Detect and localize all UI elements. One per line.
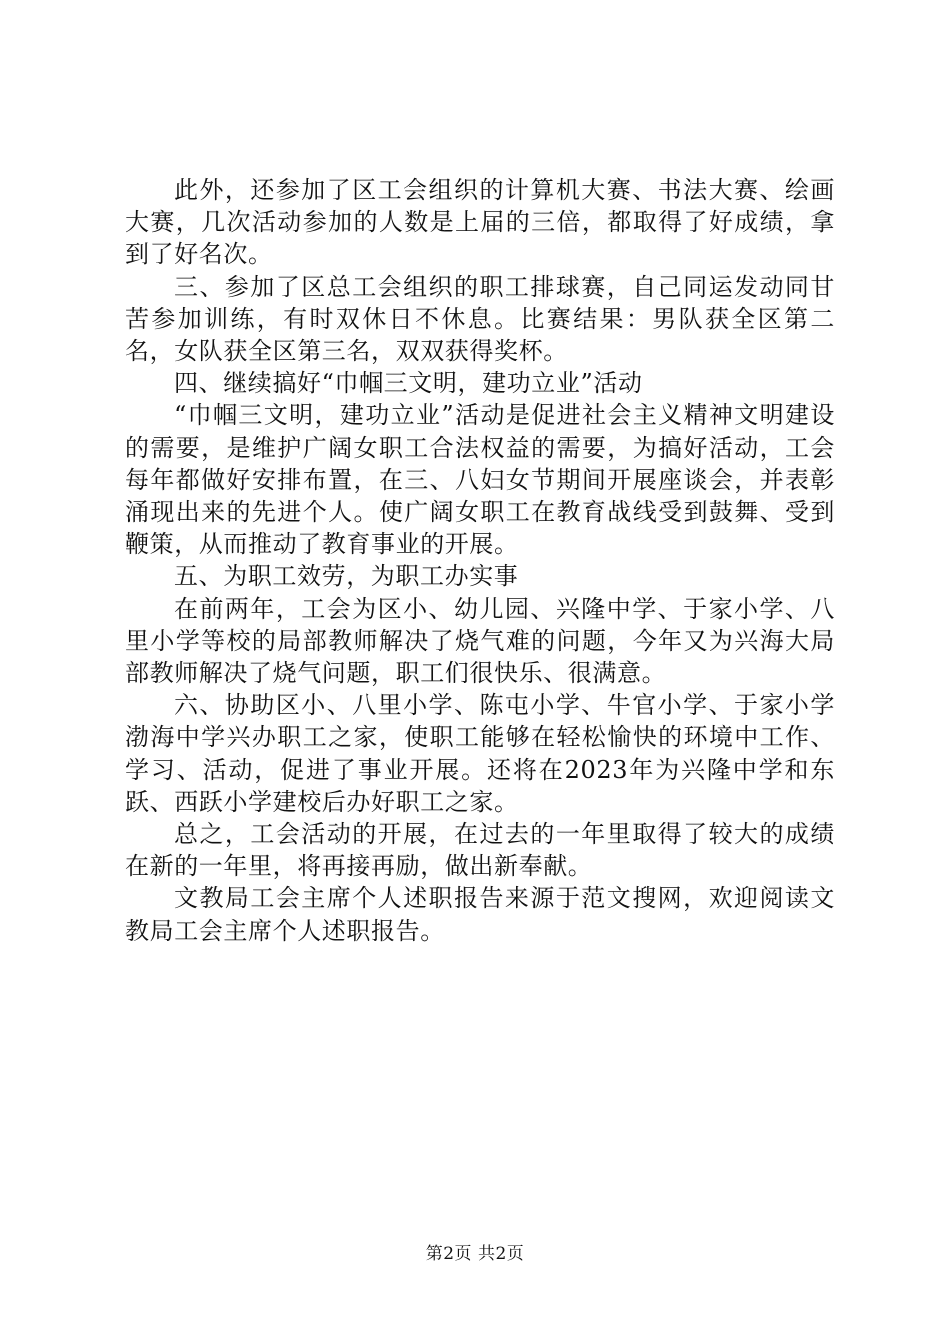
- paragraph-other-activities: 此外，还参加了区工会组织的计算机大赛、书法大赛、绘画大赛，几次活动参加的人数是上届的三倍，都取得了好成绩，拿到了好名次。: [125, 176, 835, 269]
- section-heading-four: 四、继续搞好“巾帼三文明，建功立业”活动: [174, 369, 643, 398]
- page-number-footer: 第2页 共2页: [425, 1244, 525, 1264]
- paragraph-source-note: 文教局工会主席个人述职报告来源于范文搜网，欢迎阅读文教局工会主席个人述职报告。: [125, 884, 835, 945]
- section-heading-five: 五、为职工效劳，为职工办实事: [174, 562, 519, 591]
- paragraph-heating: 在前两年，工会为区小、幼儿园、兴隆中学、于家小学、八里小学等校的局部教师解决了烧气难的问题，今年又为兴海大局部教师解决了烧气问题，职工们很快乐、很满意。: [125, 594, 835, 688]
- paragraph-workers-home: 六、协助区小、八里小学、陈屯小学、牛官小学、于家小学渤海中学兴办职工之家，使职工能够在轻松愉快的环境中工作、学习、活动，促进了事业开展。还将在2023年为兴隆中学和东跃、西跃小学建校后办好职工之家。: [125, 691, 835, 816]
- paragraph-summary: 总之，工会活动的开展，在过去的一年里取得了较大的成绩在新的一年里，将再接再励，做出新奉献。: [125, 820, 835, 881]
- paragraph-women-workers: “巾帼三文明，建功立业”活动是促进社会主义精神文明建设的需要，是维护广阔女职工合法权益的需要，为搞好活动，工会每年都做好安排布置，在三、八妇女节期间开展座谈会，并表彰涌现出来的先进个人。使广阔女职工在教育战线受到鼓舞、受到鞭策，从而推动了教育事业的开展。: [125, 401, 835, 559]
- document-body: [125, 174, 835, 947]
- paragraph-volleyball: 三、参加了区总工会组织的职工排球赛，自己同运发动同甘苦参加训练，有时双休日不休息。比赛结果：男队获全区第二名，女队获全区第三名，双双获得奖杯。: [125, 272, 835, 366]
